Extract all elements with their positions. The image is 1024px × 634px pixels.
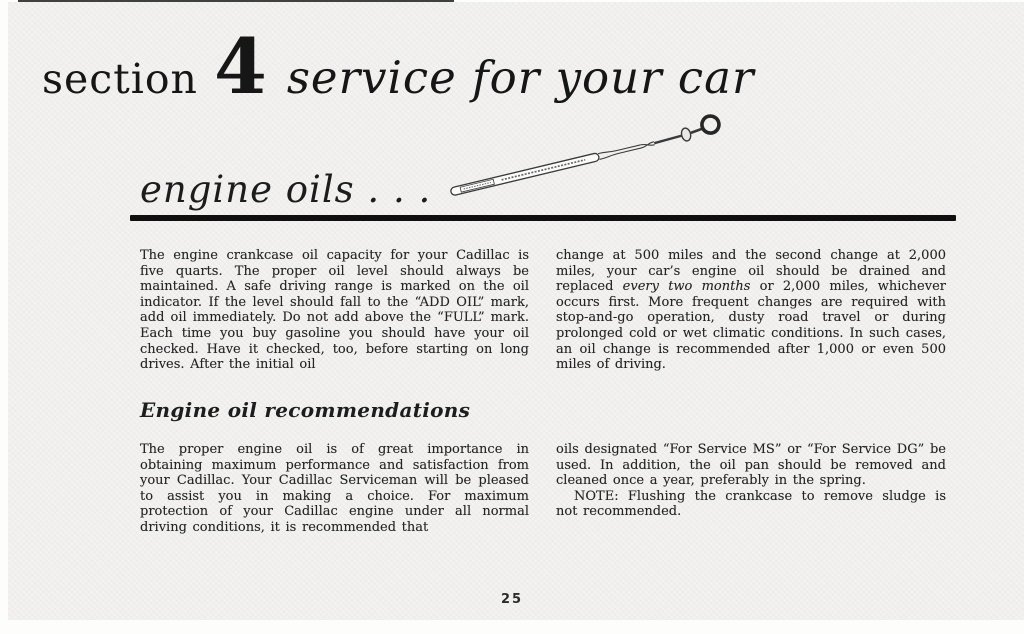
paragraph-text: [556, 248, 946, 373]
paragraph-text: The proper engine oil is of great importance in obtaining maximum performance and satisfaction from your Cadillac. Your Cadillac Serviceman will be pleased to assist you in making a choice. For maximum protection of your Cadillac engine under all normal driving conditions, it is recommended that: [140, 442, 529, 535]
left-column-paragraph-2: [140, 442, 529, 536]
page-number: 25: [500, 592, 524, 607]
divider-rule: [130, 215, 956, 221]
section-title: service for your car: [286, 51, 755, 104]
section-word: section: [42, 55, 198, 103]
right-column-paragraph-2: [556, 442, 946, 520]
subheading-engine-oil-recommendations: Engine oil recommendations: [140, 398, 471, 422]
engine-oils-heading: engine oils . . .: [140, 168, 432, 211]
paragraph-text: oils designated “For Service MS” or “For Service DG” be used. In addition, the oil pan should be removed and cleaned once a year, preferably in the spring.: [556, 442, 946, 489]
paragraph-segment: change at 500 miles and the second change at 2,000 miles, your car’s engine oil should be drained and replaced: [556, 248, 946, 295]
paragraph-segment: or 2,000 miles, whichever occurs first. More frequent changes are required with stop-and-go operation, dusty road travel or during prolonged cold or wet climatic conditions. In such cases, an oil change is recommended after 1,000 or even 500 miles of driving.: [556, 279, 946, 373]
italic-phrase: every two months: [622, 279, 751, 295]
paragraph-text: The engine crankcase oil capacity for your Cadillac is five quarts. The proper oil level should always be maintained. A safe driving range is marked on the oil indicator. If the level should fall to the “ADD OIL” mark, add oil immediately. Do not add above the “FULL” mark. Each time you buy gasoline you should have your oil checked. Have it checked, too, before starting on long drives. After the initial oil: [140, 248, 529, 373]
section-number: 4: [213, 22, 267, 111]
right-column-paragraph-1: [556, 248, 946, 373]
scan-artifact-line: [18, 0, 454, 2]
note-paragraph: NOTE: Flushing the crankcase to remove sludge is not recommended.: [556, 488, 946, 520]
section-header: [42, 22, 754, 111]
oil-dipstick-icon: [435, 108, 735, 208]
left-column-paragraph-1: [140, 248, 529, 373]
